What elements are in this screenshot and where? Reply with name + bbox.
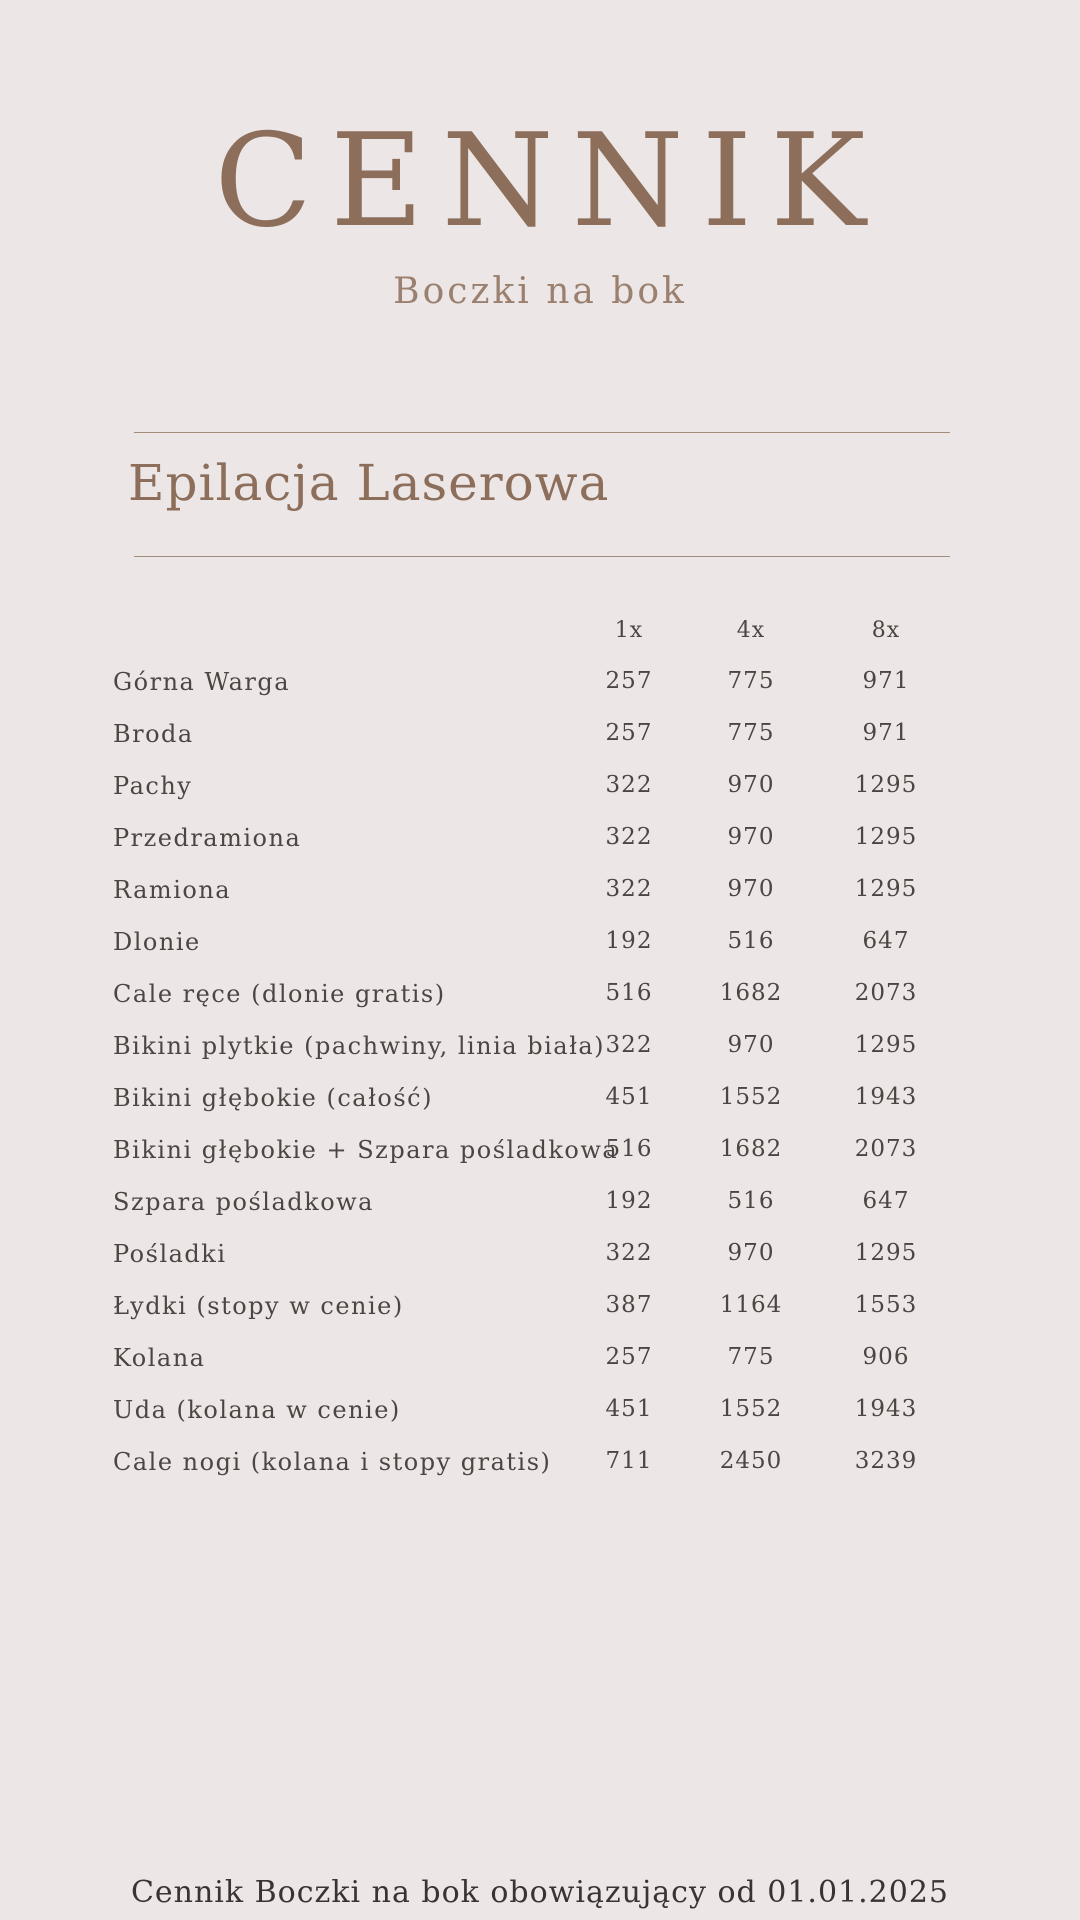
price-4x: 1552 (719, 1396, 783, 1422)
table-row (113, 818, 973, 870)
price-1x: 257 (605, 668, 653, 694)
price-8x: 647 (862, 928, 910, 954)
service-name: Bikini głębokie + Szpara pośladkowa (113, 1136, 619, 1164)
price-8x: 1943 (854, 1084, 918, 1110)
price-4x: 970 (727, 772, 775, 798)
table-row (113, 1442, 973, 1494)
price-4x: 775 (727, 720, 775, 746)
price-4x: 970 (727, 1032, 775, 1058)
price-8x: 1943 (854, 1396, 918, 1422)
table-row (113, 1338, 973, 1390)
table-row (113, 1130, 973, 1182)
table-row (113, 974, 973, 1026)
divider-bottom (134, 556, 950, 557)
table-row (113, 1078, 973, 1130)
price-4x: 516 (727, 928, 775, 954)
price-8x: 2073 (854, 980, 918, 1006)
page-title: CENNIK (214, 107, 884, 256)
service-name: Cale nogi (kolana i stopy gratis) (113, 1448, 552, 1476)
price-8x: 906 (862, 1344, 910, 1370)
price-8x: 3239 (854, 1448, 918, 1474)
price-1x: 257 (605, 720, 653, 746)
table-row (113, 1390, 973, 1442)
service-name: Pachy (113, 772, 193, 800)
price-1x: 192 (605, 1188, 653, 1214)
price-8x: 2073 (854, 1136, 918, 1162)
price-1x: 387 (605, 1292, 653, 1318)
service-name: Broda (113, 720, 194, 748)
page-subtitle: Boczki na bok (393, 271, 687, 312)
price-4x: 1682 (719, 1136, 783, 1162)
column-header-4x: 4x (736, 618, 766, 643)
service-name: Górna Warga (113, 668, 291, 696)
service-name: Cale ręce (dlonie gratis) (113, 980, 446, 1008)
price-1x: 192 (605, 928, 653, 954)
price-4x: 970 (727, 1240, 775, 1266)
price-8x: 971 (862, 668, 910, 694)
price-4x: 1164 (719, 1292, 783, 1318)
table-row (113, 714, 973, 766)
price-8x: 1295 (854, 876, 918, 902)
table-row (113, 1234, 973, 1286)
service-name: Uda (kolana w cenie) (113, 1396, 401, 1424)
price-4x: 775 (727, 668, 775, 694)
footer-note: Cennik Boczki na bok obowiązujący od 01.01.2025 (130, 1875, 950, 1910)
price-8x: 1553 (854, 1292, 918, 1318)
price-1x: 451 (605, 1396, 653, 1422)
price-4x: 970 (727, 824, 775, 850)
price-8x: 971 (862, 720, 910, 746)
price-8x: 1295 (854, 1240, 918, 1266)
service-name: Łydki (stopy w cenie) (113, 1292, 404, 1320)
table-row (113, 922, 973, 974)
price-4x: 775 (727, 1344, 775, 1370)
price-4x: 1552 (719, 1084, 783, 1110)
service-name: Kolana (113, 1344, 206, 1372)
price-1x: 257 (605, 1344, 653, 1370)
service-name: Bikini plytkie (pachwiny, linia biała) (113, 1032, 606, 1060)
price-1x: 322 (605, 772, 653, 798)
price-1x: 711 (605, 1448, 653, 1474)
service-name: Dlonie (113, 928, 201, 956)
price-8x: 1295 (854, 824, 918, 850)
price-1x: 322 (605, 1032, 653, 1058)
price-8x: 1295 (854, 772, 918, 798)
price-8x: 647 (862, 1188, 910, 1214)
column-header-1x: 1x (614, 618, 644, 643)
price-4x: 516 (727, 1188, 775, 1214)
table-row (113, 1026, 973, 1078)
service-name: Ramiona (113, 876, 232, 904)
service-name: Bikini głębokie (całość) (113, 1084, 433, 1112)
price-1x: 322 (605, 824, 653, 850)
service-name: Szpara pośladkowa (113, 1188, 374, 1216)
price-1x: 322 (605, 1240, 653, 1266)
table-row (113, 1182, 973, 1234)
table-row (113, 870, 973, 922)
price-1x: 322 (605, 876, 653, 902)
price-table (113, 662, 973, 1494)
price-1x: 516 (605, 980, 653, 1006)
price-4x: 970 (727, 876, 775, 902)
table-row (113, 766, 973, 818)
divider-top (134, 432, 950, 433)
price-4x: 2450 (719, 1448, 783, 1474)
price-1x: 516 (605, 1136, 653, 1162)
table-row (113, 1286, 973, 1338)
price-4x: 1682 (719, 980, 783, 1006)
section-title: Epilacja Laserowa (128, 454, 610, 512)
column-header-8x: 8x (871, 618, 901, 643)
service-name: Pośladki (113, 1240, 227, 1268)
price-8x: 1295 (854, 1032, 918, 1058)
table-row (113, 662, 973, 714)
price-1x: 451 (605, 1084, 653, 1110)
service-name: Przedramiona (113, 824, 302, 852)
